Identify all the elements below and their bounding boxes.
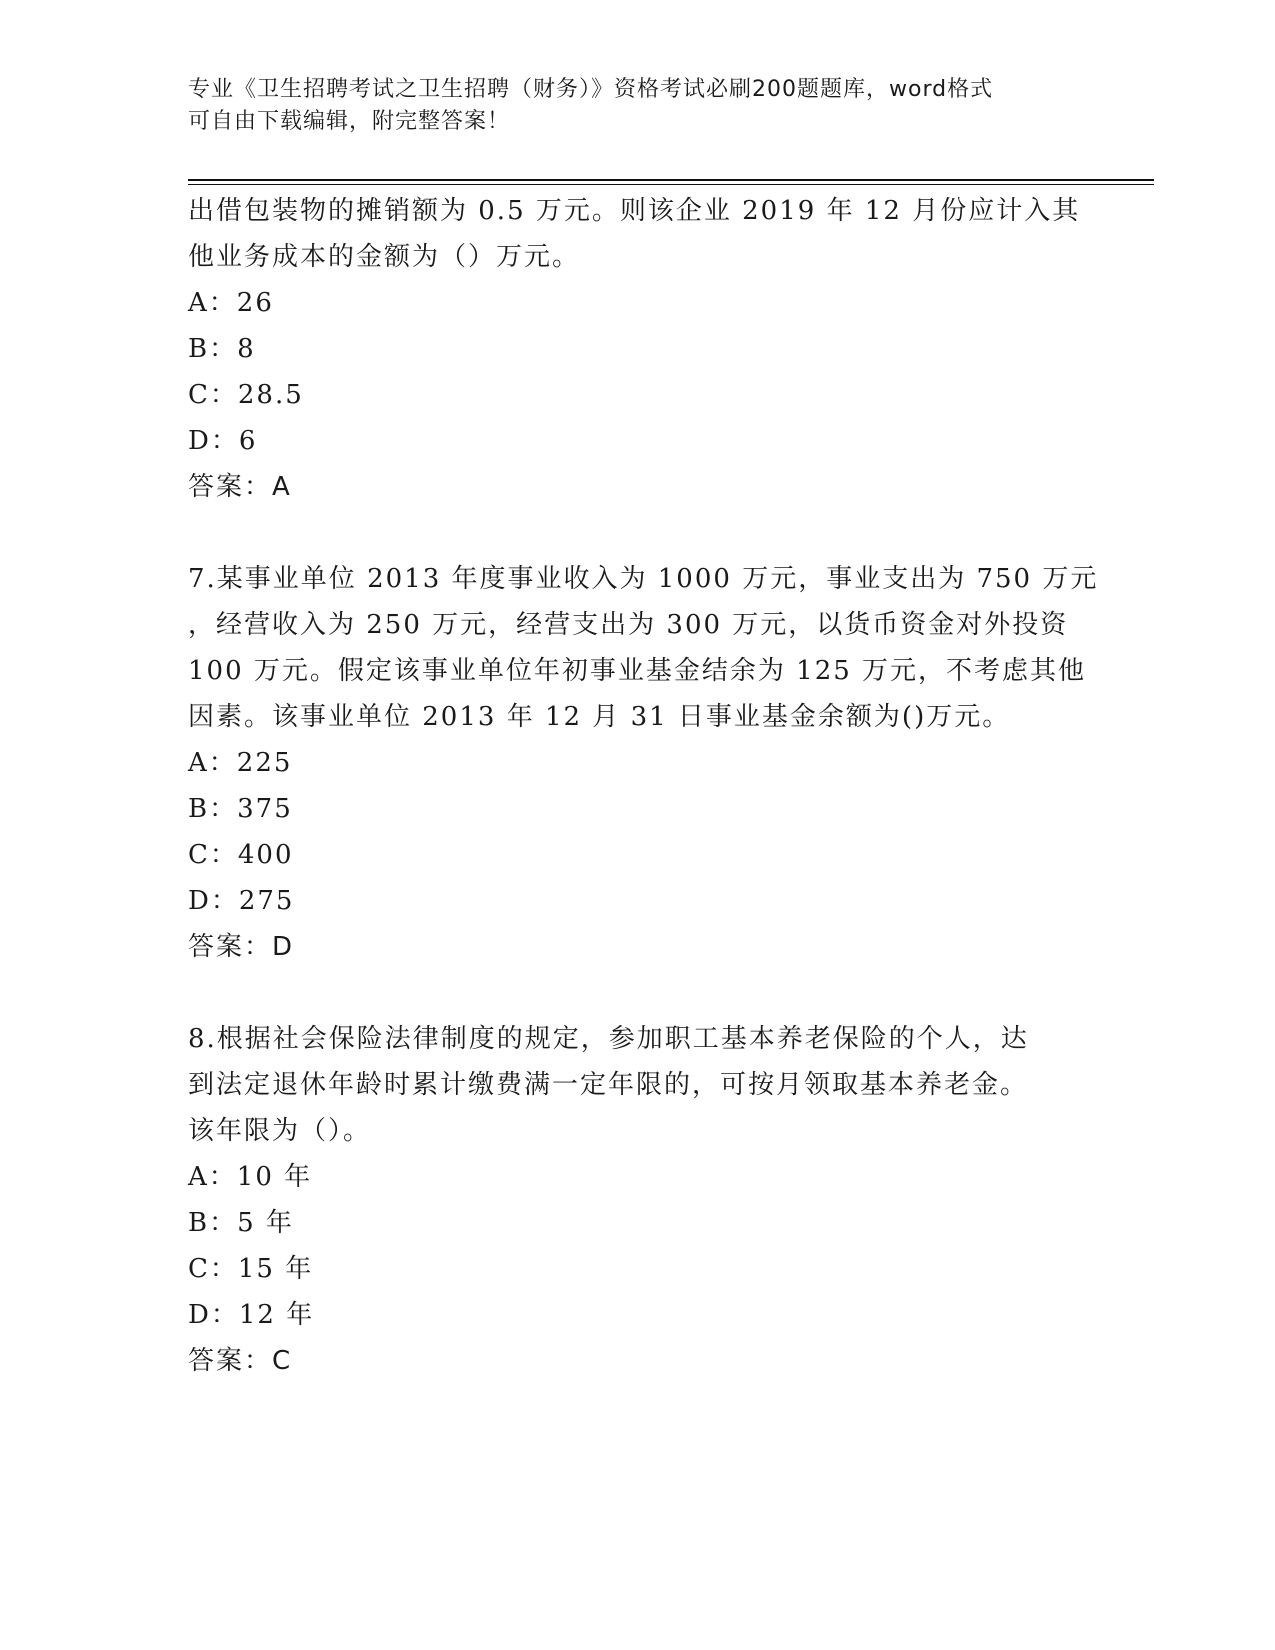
option-c: C：15 年 [188, 1254, 314, 1284]
option-b: B：8 [188, 334, 256, 364]
question-stem-line: 该年限为（）。 [188, 1116, 372, 1146]
option-b: B：375 [188, 794, 293, 824]
question-block-8 [188, 1016, 1088, 1384]
document-header [188, 74, 1088, 138]
question-block-7 [188, 556, 1099, 970]
option-d: D：6 [188, 426, 258, 456]
spacer [188, 970, 1088, 1016]
question-stem-line: 因素。该事业单位 2013 年 12 月 31 日事业基金余额为()万元。 [188, 702, 1011, 732]
question-stem-line: 他业务成本的金额为（）万元。 [188, 242, 581, 272]
question-stem-line: 7.某事业单位 2013 年度事业收入为 1000 万元，事业支出为 750 万元 [188, 564, 1099, 594]
question-stem-line: 8.根据社会保险法律制度的规定，参加职工基本养老保险的个人，达 [188, 1024, 1029, 1054]
header-divider-thick [188, 179, 1154, 181]
option-a: A：225 [188, 748, 293, 778]
option-c: C：28.5 [188, 380, 304, 410]
question-stem-line: ，经营收入为 250 万元，经营支出为 300 万元，以货币资金对外投资 [188, 610, 1069, 640]
question-block-6 [188, 188, 1088, 510]
header-divider-thin [188, 184, 1154, 185]
question-stem-line: 出借包装物的摊销额为 0.5 万元。则该企业 2019 年 12 月份应计入其 [188, 196, 1081, 226]
question-stem-line: 到法定退休年龄时累计缴费满一定年限的，可按月领取基本养老金。 [188, 1070, 1029, 1100]
question-list [188, 188, 1099, 1384]
answer-line: 答案：A [188, 472, 292, 502]
option-c: C：400 [188, 840, 294, 870]
option-a: A：26 [188, 288, 274, 318]
answer-line: 答案：C [188, 1346, 293, 1376]
option-d: D：275 [188, 886, 295, 916]
option-d: D：12 年 [188, 1300, 315, 1330]
option-a: A：10 年 [188, 1162, 313, 1192]
spacer [188, 510, 1088, 556]
question-stem-line: 100 万元。假定该事业单位年初事业基金结余为 125 万元，不考虑其他 [188, 656, 1087, 686]
header-title-line-2: 可自由下载编辑，附完整答案！ [188, 109, 511, 134]
header-title-line-1: 专业《卫生招聘考试之卫生招聘（财务）》资格考试必刷200题题库，word格式 [188, 77, 994, 102]
answer-line: 答案：D [188, 932, 295, 962]
option-b: B：5 年 [188, 1208, 294, 1238]
